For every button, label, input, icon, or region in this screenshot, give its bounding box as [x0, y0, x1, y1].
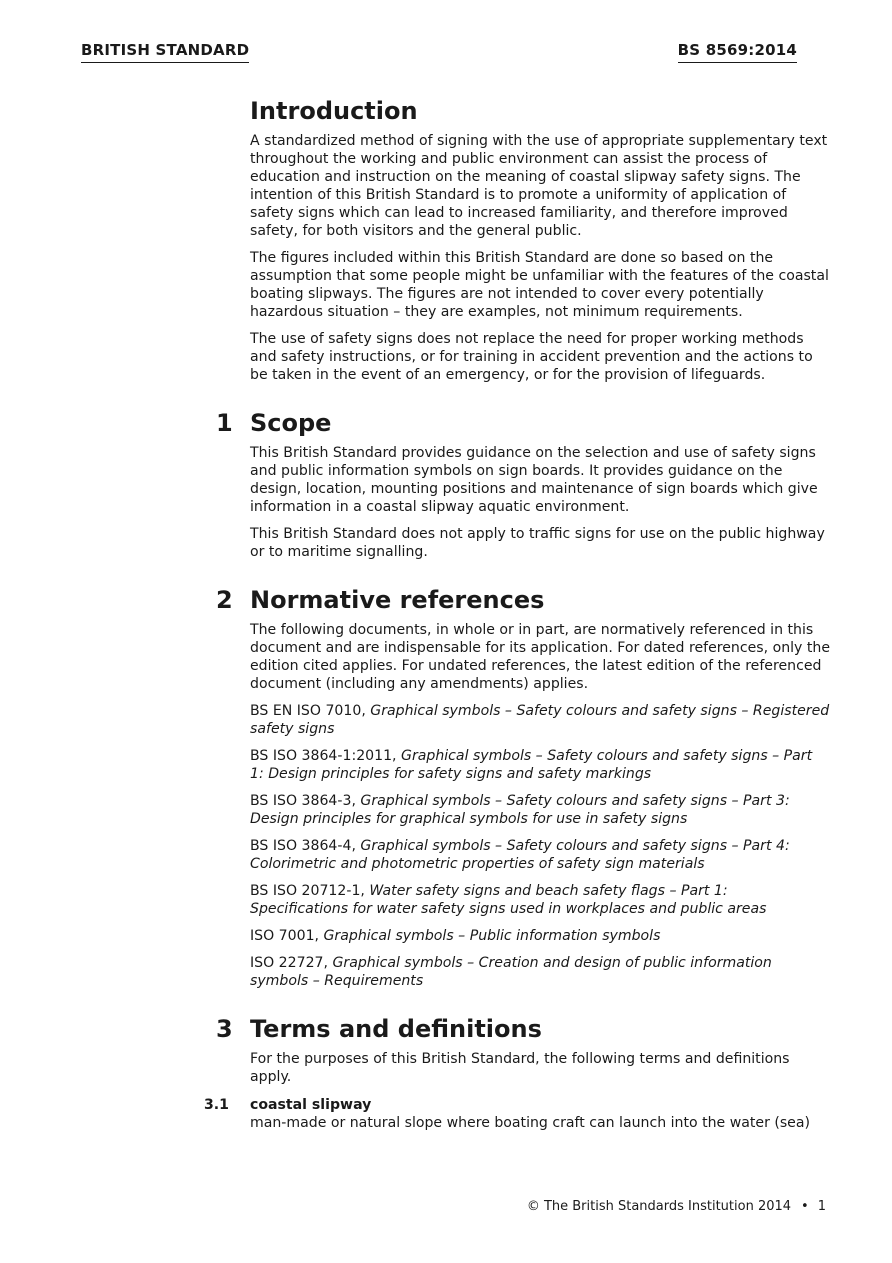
paragraph: This British Standard does not apply to traffic signs for use on the public highway or to maritime signalling.	[250, 526, 825, 560]
section-scope	[216, 408, 830, 561]
page-number: 1	[817, 1199, 826, 1214]
reference-item	[250, 882, 830, 918]
reference-code: BS ISO 3864-3,	[250, 793, 361, 809]
section-number: 3	[216, 1015, 233, 1043]
header-document-number: BS 8569:2014	[678, 40, 797, 63]
copyright-notice: © The British Standards Institution 2014	[526, 1199, 792, 1214]
reference-item	[250, 954, 830, 990]
main-content	[204, 96, 831, 1132]
reference-title: Graphical symbols – Safety colours and safety signs – Part 3: Design principles for graphical symbols for use in safety signs	[250, 793, 790, 827]
term-definition: man-made or natural slope where boating craft can launch into the water (sea)	[250, 1115, 810, 1131]
bullet-separator: •	[801, 1199, 809, 1214]
section-normative-references	[216, 585, 831, 990]
reference-code: ISO 22727,	[250, 955, 333, 971]
reference-item	[250, 927, 830, 945]
page-footer	[527, 1198, 826, 1216]
paragraph: This British Standard provides guidance on the selection and use of safety signs and public information symbols on sign boards. It provides guidance on the design, location, mounting positions and maintenance of sign boards which give information in a coastal slipway aquatic environment.	[250, 445, 818, 515]
reference-code: BS EN ISO 7010,	[250, 703, 371, 719]
paragraph: The use of safety signs does not replace the need for proper working methods and safety instructions, or for training in accident prevention and the actions to be taken in the event of an emergency, or for the provision of lifeguards.	[250, 331, 813, 383]
reference-code: ISO 7001,	[250, 928, 324, 944]
reference-item	[250, 792, 830, 828]
section-title: Scope	[250, 409, 332, 437]
term-name: coastal slipway	[250, 1097, 372, 1113]
reference-title: Graphical symbols – Safety colours and safety signs – Part 1: Design principles for safety signs and safety markings	[250, 748, 813, 782]
reference-item	[250, 702, 830, 738]
paragraph: For the purposes of this British Standard, the following terms and definitions apply.	[250, 1051, 790, 1085]
section-title: Normative references	[250, 586, 545, 614]
reference-code: BS ISO 3864-4,	[250, 838, 361, 854]
reference-title: Water safety signs and beach safety flags – Part 1: Specifications for water safety signs used in workplaces and public areas	[250, 883, 767, 917]
paragraph: The following documents, in whole or in part, are normatively referenced in this document and are indispensable for its application. For dated references, only the edition cited applies. For undated references, the latest edition of the referenced document (including any amendments) applies.	[250, 622, 831, 692]
reference-title: Graphical symbols – Public information symbols	[323, 928, 661, 944]
term-entry	[204, 1096, 830, 1132]
section-number: 1	[216, 409, 233, 437]
section-introduction	[250, 96, 830, 384]
paragraph: A standardized method of signing with the use of appropriate supplementary text throughout the working and public environment can assist the process of education and instruction on the meaning of coastal slipway safety signs. The intention of this British Standard is to promote a uniformity of application of safety signs which can lead to increased familiarity, and therefore improved safety, for both visitors and the general public.	[250, 133, 828, 239]
section-title: Terms and definitions	[250, 1015, 542, 1043]
reference-code: BS ISO 3864-1:2011,	[250, 748, 402, 764]
term-number: 3.1	[204, 1097, 229, 1113]
reference-title: Graphical symbols – Safety colours and safety signs – Registered safety signs	[250, 703, 830, 737]
reference-title: Graphical symbols – Creation and design of public information symbols – Requirements	[250, 955, 772, 989]
paragraph: The figures included within this British Standard are done so based on the assumption that some people might be unfamiliar with the features of the coastal boating slipways. The figures are not intended to cover every potentially hazardous situation – they are examples, not minimum requirements.	[250, 250, 829, 320]
section-number: 2	[216, 586, 233, 614]
reference-title: Graphical symbols – Safety colours and safety signs – Part 4: Colorimetric and photometric properties of safety sign materials	[250, 838, 790, 872]
section-title: Introduction	[250, 97, 418, 125]
reference-item	[250, 747, 830, 783]
header-standard-label: BRITISH STANDARD	[81, 40, 249, 63]
reference-item	[250, 837, 830, 873]
reference-code: BS ISO 20712-1,	[250, 883, 370, 899]
section-terms-and-definitions	[204, 1014, 830, 1132]
